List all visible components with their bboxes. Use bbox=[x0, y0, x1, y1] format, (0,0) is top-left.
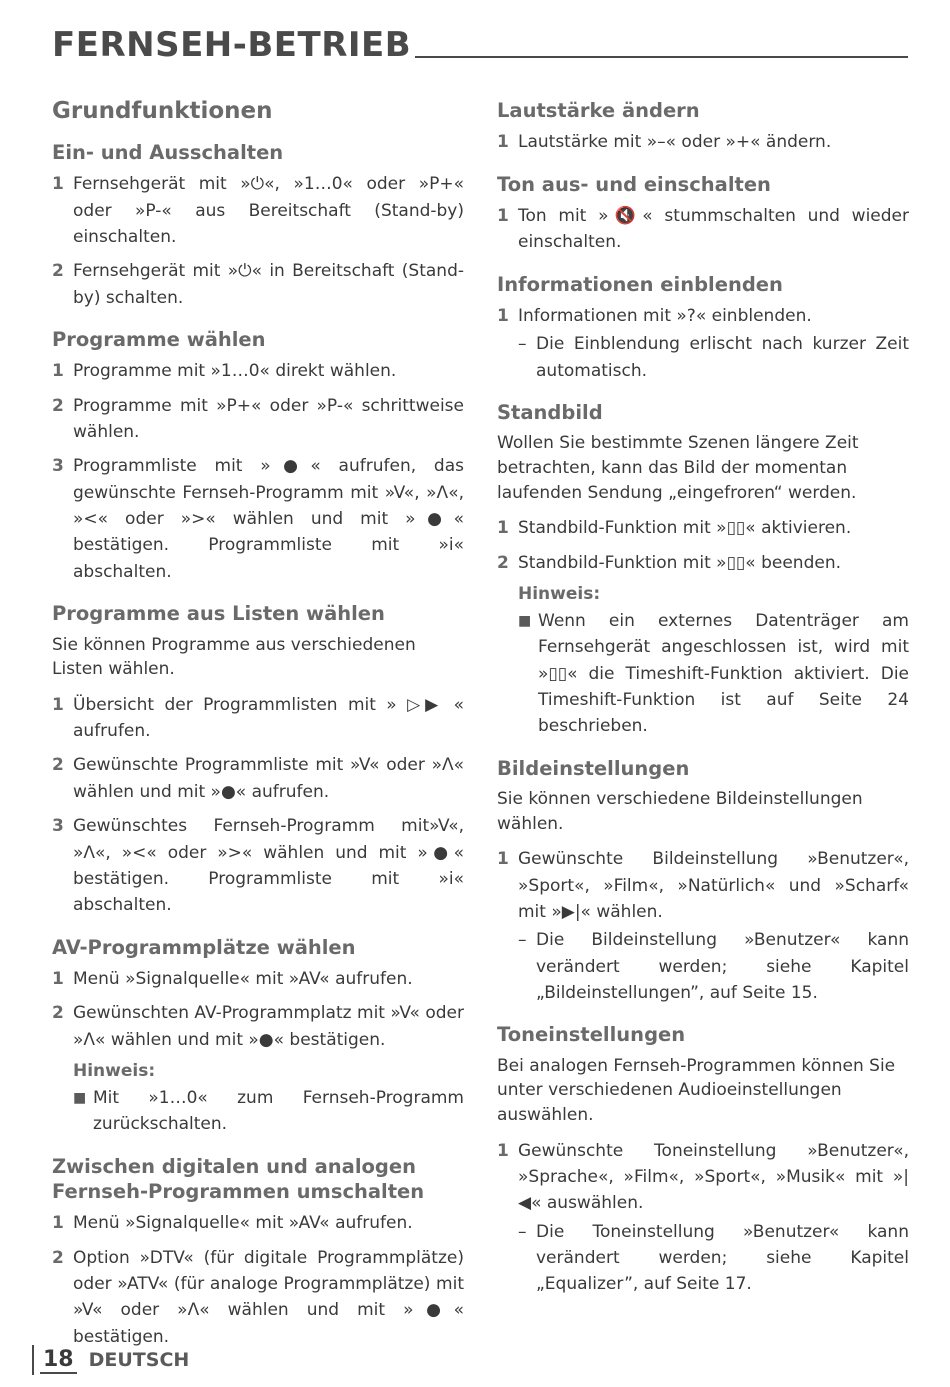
step-number: 2 bbox=[52, 1247, 64, 1268]
step bbox=[52, 393, 464, 446]
left-column bbox=[52, 98, 464, 1358]
section-heading: Zwischen digitalen und analogen Fernseh-Programmen umschalten bbox=[52, 1154, 425, 1203]
section-heading: Programme aus Listen wählen bbox=[52, 602, 385, 626]
section-heading: Ein- und Ausschalten bbox=[52, 141, 284, 164]
step bbox=[52, 1245, 464, 1350]
section-heading: Informationen einblenden bbox=[497, 272, 783, 296]
dash-mark: – bbox=[518, 930, 527, 951]
step-number: 1 bbox=[497, 849, 509, 870]
dash-text: Die Toneinstellung »Benutzer« kann verändert werden; siehe Kapitel „Equalizer”, auf Seite 17. bbox=[536, 1221, 909, 1295]
step-text: Fernsehgerät mit »⏻« in Bereitschaft (Stand-by) schalten. bbox=[73, 261, 464, 308]
step-number: 2 bbox=[497, 552, 509, 573]
step bbox=[52, 171, 464, 250]
dash-text: Die Bildeinstellung »Benutzer« kann verändert werden; siehe Kapitel „Bildeinstellungen”, auf Seite 15. bbox=[536, 930, 909, 1004]
step-text: Gewünschtes Fernseh-Programm mit»V«, »Λ«, »<« oder »>« wählen und mit »●« bestätigen. Programmliste mit »i« abschalten. bbox=[73, 816, 464, 916]
section-heading: Standbild bbox=[497, 401, 603, 425]
step-number: 3 bbox=[52, 816, 64, 837]
step bbox=[52, 358, 464, 384]
dash-text: Die Einblendung erlischt nach kurzer Zeit automatisch. bbox=[536, 334, 909, 381]
step-text: Standbild-Funktion mit »▯▯« aktivieren. bbox=[518, 518, 852, 539]
step bbox=[52, 752, 464, 805]
step-text: Ton mit »🔇« stummschalten und wieder einschalten. bbox=[518, 206, 909, 253]
section-intro: Wollen Sie bestimmte Szenen längere Zeit betrachten, kann das Bild der momentan laufenden Sendung „eingefroren“ werden. bbox=[497, 433, 859, 503]
section-intro: Bei analogen Fernseh-Programmen können Sie unter verschiedenen Audioeinstellungen auswählen. bbox=[497, 1055, 896, 1126]
step-text: Programmliste mit »●« aufrufen, das gewünschte Fernseh-Programm mit »V«, »Λ«, »<« oder »>« wählen und mit »●« bestätigen. Programmliste mit »i« abschalten. bbox=[73, 456, 464, 582]
page-number: 18 bbox=[40, 1347, 77, 1374]
section-heading: Programme wählen bbox=[52, 328, 266, 352]
step-number: 3 bbox=[52, 456, 64, 477]
section-intro: Sie können verschiedene Bildeinstellungen wählen. bbox=[497, 789, 863, 834]
step-number: 1 bbox=[52, 1213, 64, 1234]
step-text: Informationen mit »?« einblenden. bbox=[518, 306, 812, 327]
section-intro: Sie können Programme aus verschiedenen Listen wählen. bbox=[52, 634, 416, 680]
dash-mark: – bbox=[518, 334, 527, 355]
main-heading: Grundfunktionen bbox=[52, 98, 273, 124]
step-text: Menü »Signalquelle« mit »AV« aufrufen. bbox=[73, 1213, 413, 1234]
square-bullet-icon: ■ bbox=[518, 613, 532, 630]
note-heading: Hinweis: bbox=[73, 1060, 156, 1081]
title-rule bbox=[415, 56, 908, 58]
dash-mark: – bbox=[518, 1221, 527, 1242]
note bbox=[518, 608, 909, 740]
step-number: 1 bbox=[52, 174, 64, 195]
step bbox=[52, 692, 464, 745]
step-text: Übersicht der Programmlisten mit » ▷▶ « aufrufen. bbox=[73, 694, 464, 742]
step-text: Gewünschte Toneinstellung »Benutzer«, »Sprache«, »Film«, »Sport«, »Musik« mit »|◀« auswählen. bbox=[518, 1140, 909, 1214]
step-number: 1 bbox=[497, 518, 509, 539]
dash-item bbox=[518, 331, 909, 384]
step-text: Menü »Signalquelle« mit »AV« aufrufen. bbox=[73, 968, 413, 989]
section-heading: Lautstärke ändern bbox=[497, 99, 700, 122]
step-text: Fernsehgerät mit »⏻«, »1…0« oder »P+« oder »P-« aus Bereitschaft (Stand-by) einschalten. bbox=[73, 174, 464, 248]
note-text: Wenn ein externes Datenträger am Fernsehgerät angeschlossen ist, wird mit »▯▯« die Timeshift-Funktion aktiviert. Die Timeshift-Funktion ist auf Seite 24 beschrieben. bbox=[538, 611, 909, 737]
step bbox=[52, 813, 464, 918]
step-number: 2 bbox=[52, 395, 64, 416]
step bbox=[497, 550, 909, 576]
step bbox=[52, 1210, 464, 1236]
right-column bbox=[497, 98, 909, 1306]
dash-item bbox=[518, 1219, 909, 1298]
note-heading: Hinweis: bbox=[518, 584, 601, 605]
step-number: 1 bbox=[497, 206, 509, 227]
step bbox=[497, 515, 909, 541]
step bbox=[497, 303, 909, 329]
step bbox=[497, 129, 909, 155]
step-number: 1 bbox=[52, 968, 64, 989]
step-number: 1 bbox=[497, 132, 509, 153]
section-heading: Bildeinstellungen bbox=[497, 756, 690, 780]
step-text: Lautstärke mit »–« oder »+« ändern. bbox=[518, 132, 832, 153]
step-text: Programme mit »P+« oder »P-« schrittweise wählen. bbox=[73, 395, 464, 443]
step-number: 2 bbox=[52, 261, 64, 282]
section-heading: AV-Programmplätze wählen bbox=[52, 935, 356, 959]
step-number: 1 bbox=[497, 1140, 509, 1161]
footer-bar bbox=[32, 1345, 34, 1375]
page-title: FERNSEH-BETRIEB bbox=[52, 25, 412, 65]
section-heading: Ton aus- und einschalten bbox=[497, 172, 771, 196]
page-header bbox=[52, 22, 908, 65]
page-footer bbox=[32, 1344, 189, 1376]
step-number: 1 bbox=[52, 694, 64, 715]
footer-language: DEUTSCH bbox=[88, 1349, 190, 1371]
step bbox=[497, 203, 909, 256]
step-text: Programme mit »1…0« direkt wählen. bbox=[73, 361, 397, 382]
step-text: Gewünschte Programmliste mit »V« oder »Λ« wählen und mit »●« aufrufen. bbox=[73, 755, 464, 802]
step bbox=[52, 453, 464, 585]
step-number: 2 bbox=[52, 755, 64, 776]
step-text: Option »DTV« (für digitale Programmplätze) oder »ATV« (für analoge Programmplätze) mit »V« oder »Λ« wählen und mit »●« bestätigen. bbox=[73, 1247, 464, 1347]
step-number: 2 bbox=[52, 1003, 64, 1024]
step bbox=[52, 258, 464, 311]
step-number: 1 bbox=[52, 361, 64, 382]
step bbox=[497, 1138, 909, 1217]
step bbox=[497, 846, 909, 925]
square-bullet-icon: ■ bbox=[73, 1089, 87, 1106]
step-text: Gewünschte Bildeinstellung »Benutzer«, »Sport«, »Film«, »Natürlich« und »Scharf« mit »▶|« wählen. bbox=[518, 849, 909, 923]
section-heading: Toneinstellungen bbox=[497, 1023, 686, 1047]
step bbox=[52, 1000, 464, 1053]
step-text: Gewünschten AV-Programmplatz mit »V« oder »Λ« wählen und mit »●« bestätigen. bbox=[73, 1003, 464, 1050]
dash-item bbox=[518, 927, 909, 1006]
step bbox=[52, 966, 464, 992]
note-text: Mit »1…0« zum Fernseh-Programm zurückschalten. bbox=[93, 1087, 464, 1135]
step-text: Standbild-Funktion mit »▯▯« beenden. bbox=[518, 552, 841, 573]
step-number: 1 bbox=[497, 306, 509, 327]
note bbox=[73, 1085, 464, 1138]
